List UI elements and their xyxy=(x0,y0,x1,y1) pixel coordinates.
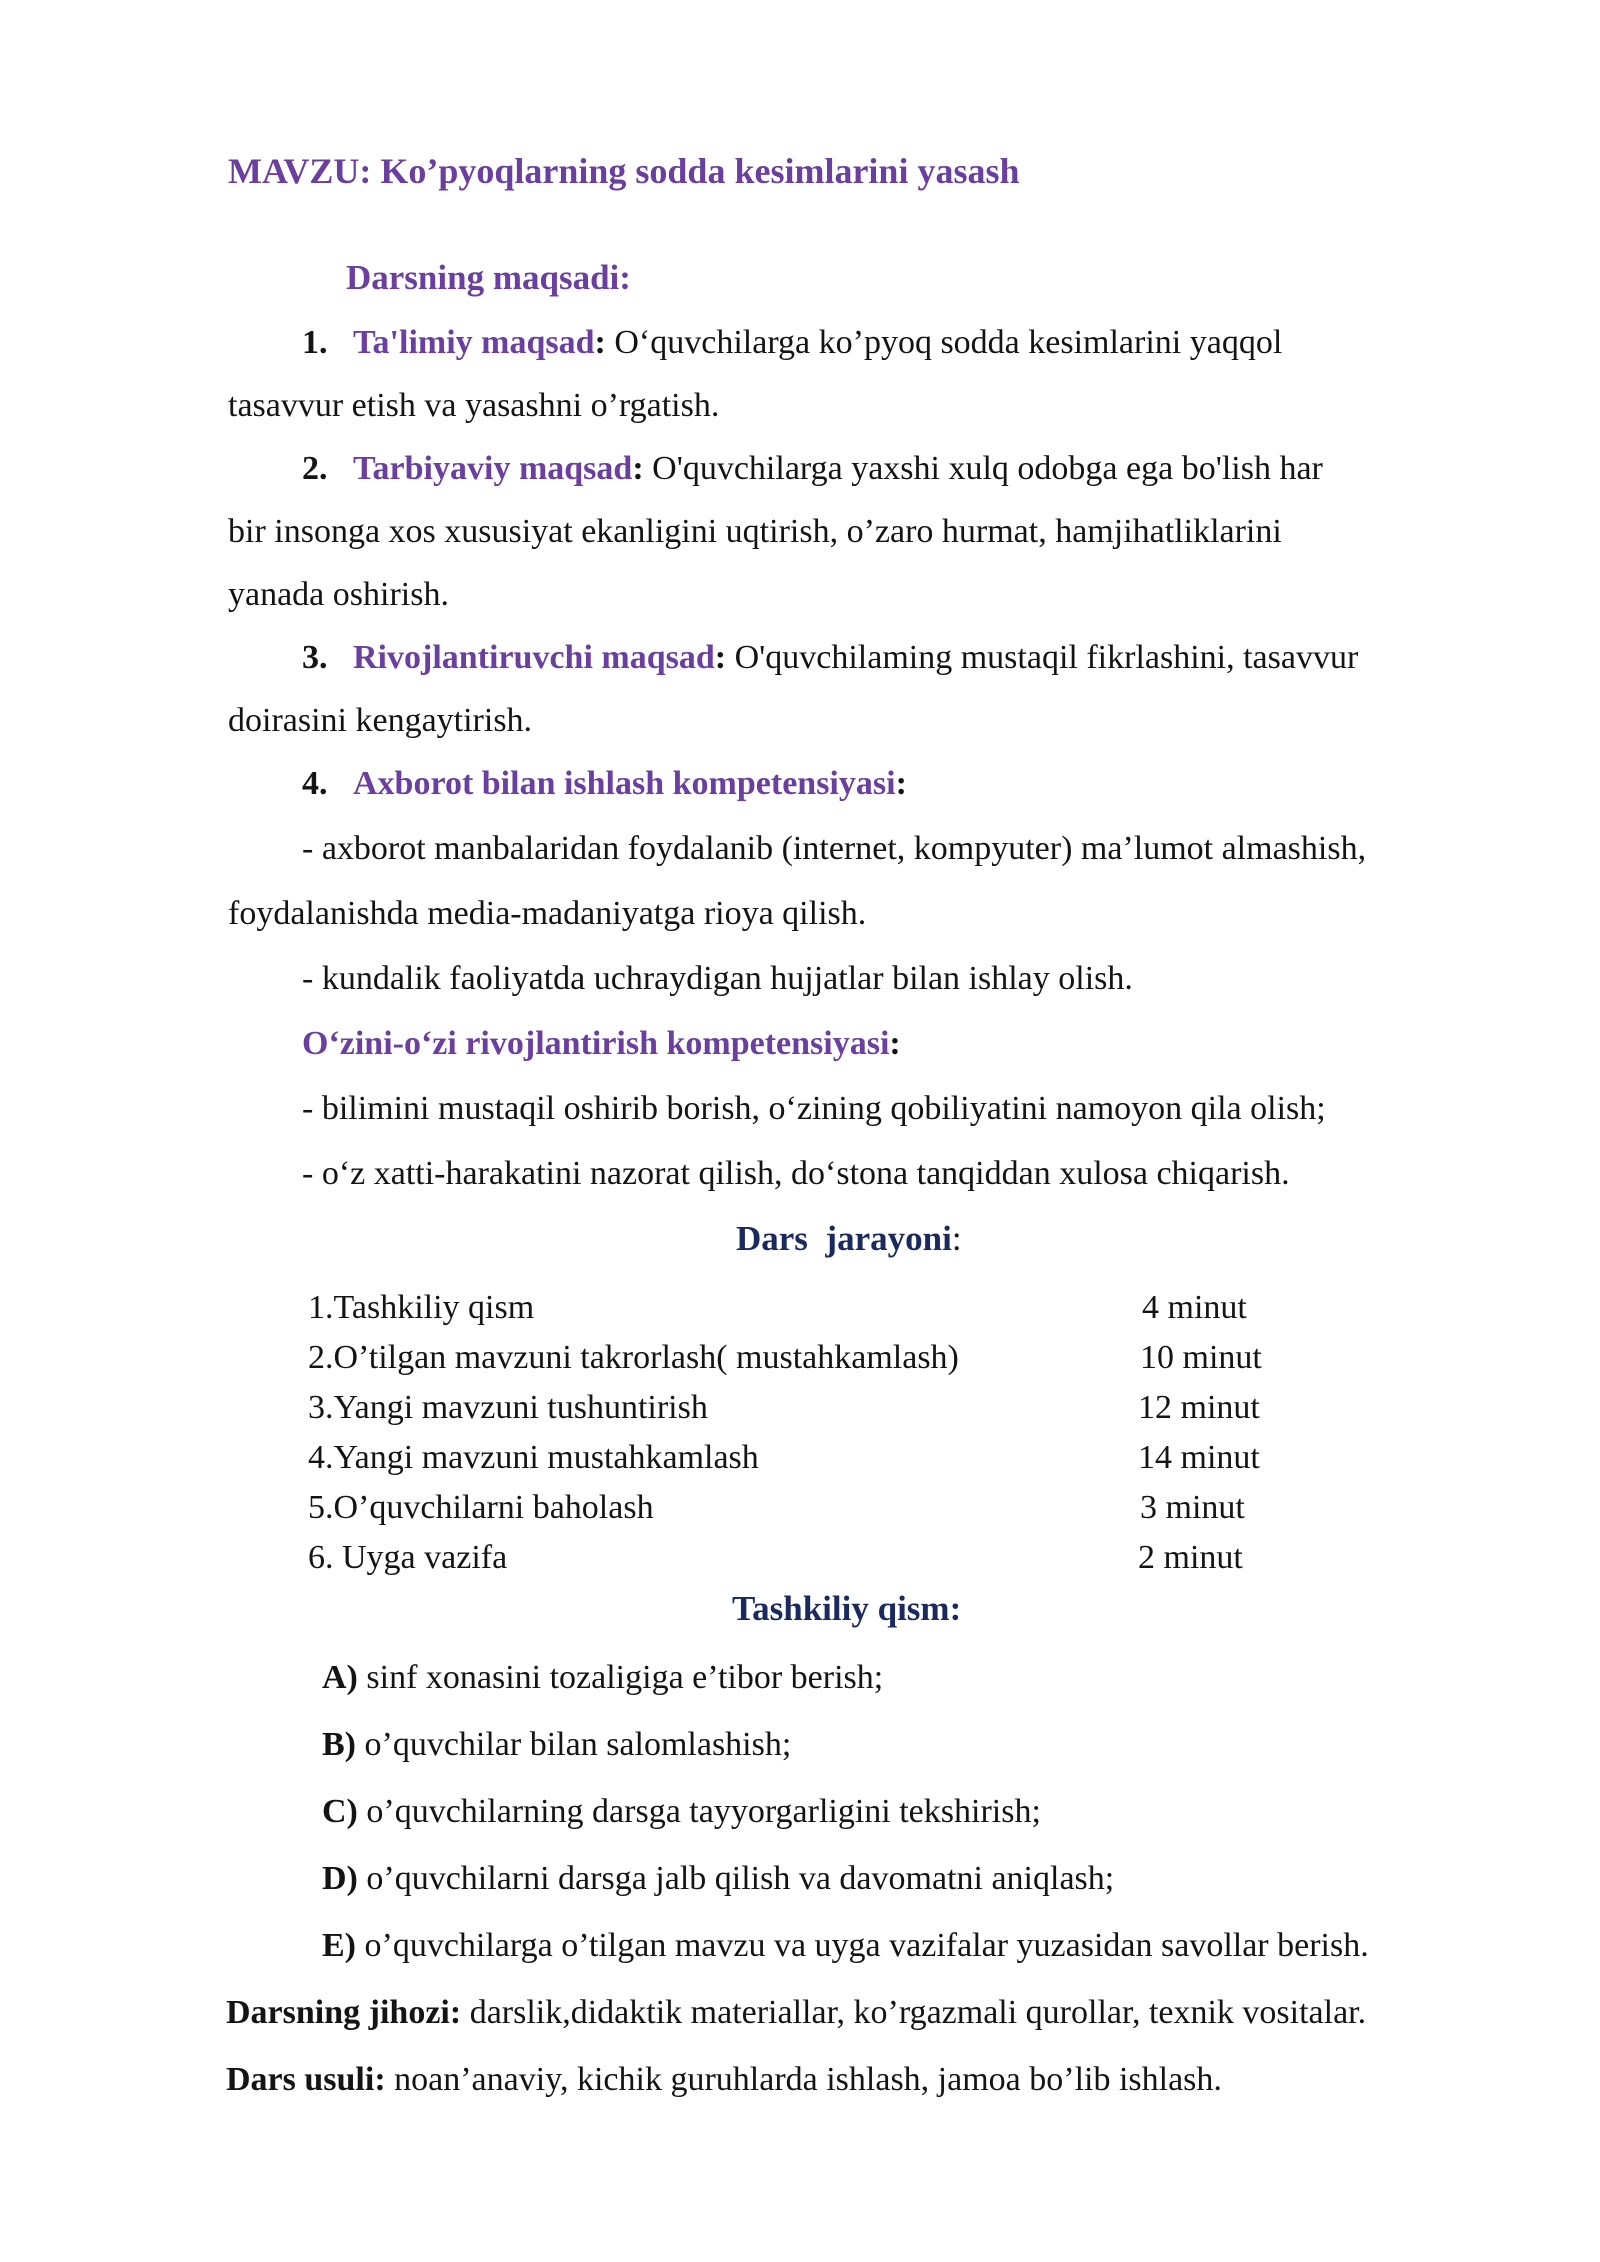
org-item-text: o’quvchilarga o’tilgan mavzu va uyga vazifalar yuzasidan savollar berish. xyxy=(364,1927,1369,1964)
info-item-2: - kundalik faoliyatda uchraydigan hujjatlar bilan ishlay olish. xyxy=(302,960,1133,997)
goal-3-text-cont: doirasini kengaytirish. xyxy=(228,702,533,739)
method-line xyxy=(226,2061,1222,2099)
goal-3-number: 3. xyxy=(302,639,328,676)
org-item-c xyxy=(322,1793,1041,1831)
org-item-letter: E) xyxy=(322,1927,356,1964)
self-dev-item-1: - bilimini mustaqil oshirib borish, o‘zining qobiliyatini namoyon qila olish; xyxy=(302,1090,1326,1127)
page-title: MAVZU: Ko’pyoqlarning sodda kesimlarini yasash xyxy=(228,151,1020,191)
goal-4-number: 4. xyxy=(302,765,328,802)
lesson-step: 1.Tashkiliy qism xyxy=(308,1289,535,1326)
org-item-text: o’quvchilarning darsga tayyorgarligini tekshirish; xyxy=(366,1793,1041,1830)
goal-2-label: Tarbiyaviy maqsad xyxy=(353,450,633,487)
goal-4: 4. Axborot bilan ishlash kompetensiyasi: xyxy=(302,765,907,802)
goal-1: 1. Ta'limiy maqsad: O‘quvchilarga ko’pyoq sodda kesimlarini yaqqol xyxy=(302,324,1283,361)
goal-3-label: Rivojlantiruvchi maqsad xyxy=(353,639,715,676)
info-item-1: - axborot manbalaridan foydalanib (internet, kompyuter) ma’lumot almashish, xyxy=(302,830,1367,867)
org-heading: Tashkiliy qism: xyxy=(732,1589,962,1628)
org-item-d xyxy=(322,1860,1114,1898)
self-dev-heading: O‘zini-o‘zi rivojlantirish kompetensiyasi: xyxy=(302,1025,901,1062)
goal-1-number: 1. xyxy=(302,324,328,361)
process-heading: Dars jarayoni: xyxy=(736,1219,962,1258)
org-item-b xyxy=(322,1726,791,1764)
goal-4-label: Axborot bilan ishlash kompetensiyasi xyxy=(353,765,896,802)
method-text: noan’anaviy, kichik guruhlarda ishlash, jamoa bo’lib ishlash. xyxy=(394,2061,1222,2098)
org-item-letter: C) xyxy=(322,1793,358,1830)
lesson-step: 4.Yangi mavzuni mustahkamlash xyxy=(308,1439,759,1476)
equipment-text: darslik,didaktik materiallar, ko’rgazmali qurollar, texnik vositalar. xyxy=(469,1994,1367,2031)
goal-1-text-cont: tasavvur etish va yasashni o’rgatish. xyxy=(228,387,720,424)
goal-2: 2. Tarbiyaviy maqsad: O'quvchilarga yaxshi xulq odobga ega bo'lish har xyxy=(302,450,1323,487)
lesson-step-time: 12 minut xyxy=(1138,1389,1260,1426)
org-item-text: o’quvchilarni darsga jalb qilish va davomatni aniqlash; xyxy=(366,1860,1115,1897)
lesson-step: 2.O’tilgan mavzuni takrorlash( mustahkamlash) xyxy=(308,1339,959,1376)
goal-2-number: 2. xyxy=(302,450,328,487)
lesson-step-time: 2 minut xyxy=(1138,1539,1243,1576)
org-item-text: sinf xonasini tozaligiga e’tibor berish; xyxy=(366,1659,884,1696)
goal-1-text: O‘quvchilarga ko’pyoq sodda kesimlarini yaqqol xyxy=(614,324,1283,361)
lesson-step: 5.O’quvchilarni baholash xyxy=(308,1489,654,1526)
org-item-text: o’quvchilar bilan salomlashish; xyxy=(364,1726,792,1763)
lesson-step-time: 14 minut xyxy=(1138,1439,1260,1476)
lesson-step-time: 10 minut xyxy=(1140,1339,1262,1376)
info-item-1-cont: foydalanishda media-madaniyatga rioya qilish. xyxy=(228,895,867,932)
goal-2-text-cont: bir insonga xos xususiyat ekanligini uqtirish, o’zaro hurmat, hamjihatliklarini xyxy=(228,513,1282,550)
goal-3-text: O'quvchilaming mustaqil fikrlashini, tasavvur xyxy=(734,639,1359,676)
goals-heading: Darsning maqsadi: xyxy=(346,258,631,297)
goal-2-text: O'quvchilarga yaxshi xulq odobga ega bo'lish har xyxy=(652,450,1323,487)
goal-2-text-cont2: yanada oshirish. xyxy=(228,576,449,613)
org-item-a xyxy=(322,1659,883,1697)
org-item-letter: B) xyxy=(322,1726,356,1763)
self-dev-label: O‘zini-o‘zi rivojlantirish kompetensiyasi xyxy=(302,1025,890,1062)
equipment-line xyxy=(226,1994,1366,2032)
goal-1-label: Ta'limiy maqsad xyxy=(353,324,595,361)
self-dev-item-2: - o‘z xatti-harakatini nazorat qilish, do‘stona tanqiddan xulosa chiqarish. xyxy=(302,1155,1290,1192)
org-item-letter: A) xyxy=(322,1659,358,1696)
org-item-letter: D) xyxy=(322,1860,358,1897)
org-item-e xyxy=(322,1927,1369,1965)
lesson-step: 3.Yangi mavzuni tushuntirish xyxy=(308,1389,708,1426)
equipment-label: Darsning jihozi: xyxy=(226,1994,462,2031)
process-heading-label: Dars jarayoni xyxy=(736,1219,952,1258)
method-label: Dars usuli: xyxy=(226,2061,386,2098)
lesson-step: 6. Uyga vazifa xyxy=(308,1539,508,1576)
goal-3: 3. Rivojlantiruvchi maqsad: O'quvchilaming mustaqil fikrlashini, tasavvur xyxy=(302,639,1359,676)
lesson-step-time: 3 minut xyxy=(1140,1489,1245,1526)
lesson-step-time: 4 minut xyxy=(1142,1289,1247,1326)
